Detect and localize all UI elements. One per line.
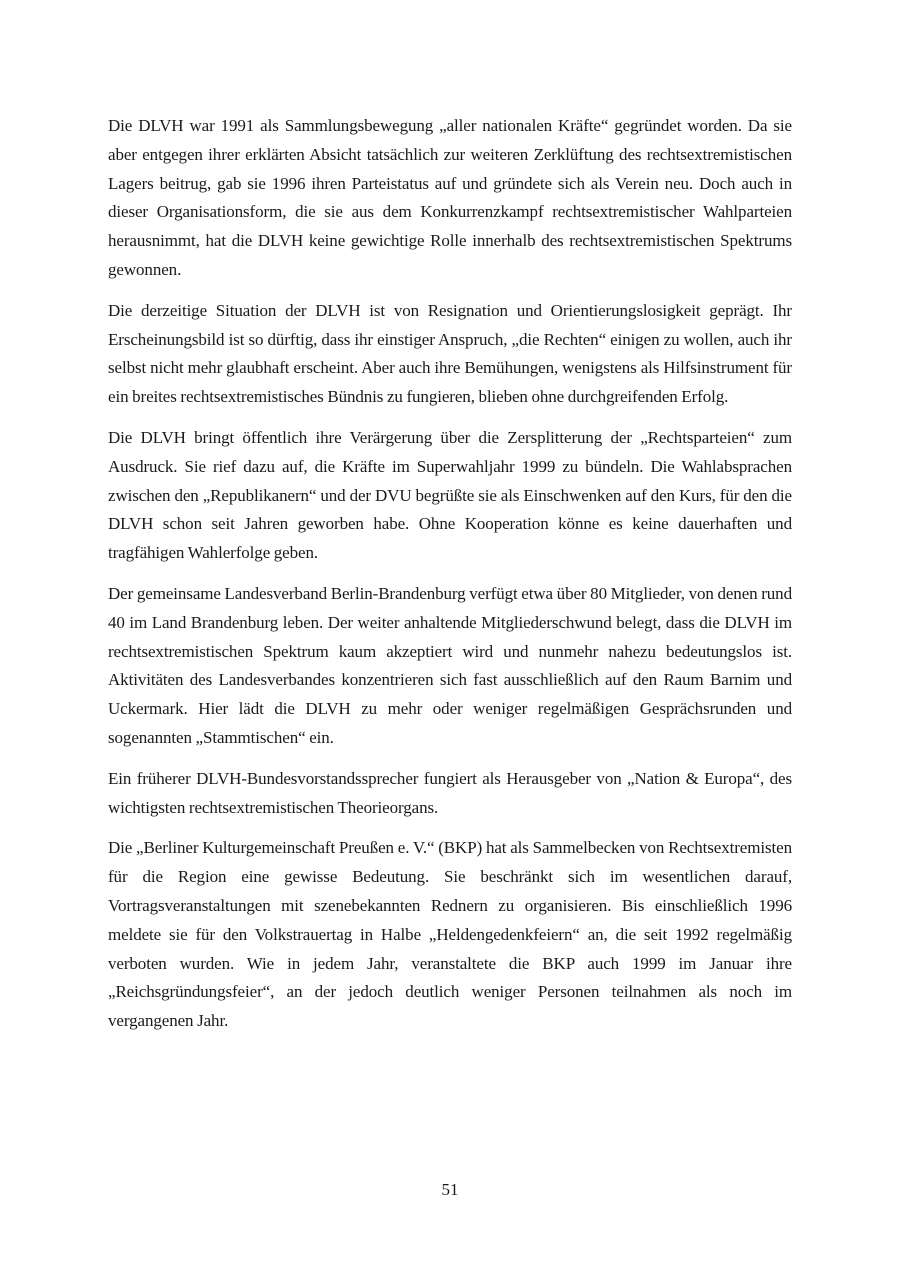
paragraph-current-situation: Die derzeitige Situation der DLVH ist von Resignation und Orientierungslosigkeit geprägt. Ihr Erscheinungsbild ist so dürftig, dass ihr einstiger Anspruch, „die Rechten“ einigen zu wollen, auch ihr selbst nicht mehr glaubhaft erscheint. Aber auch ihre Bemühungen, wenigstens als Hilfsinstrument für ein breites rechtsextremistisches Bündnis zu fungieren, blieben ohne durchgreifenden Erfolg.: [108, 300, 792, 407]
paragraph-fragmentation: Die DLVH bringt öffentlich ihre Verärgerung über die Zersplitterung der „Rechtsparteien“ zum Ausdruck. Sie rief dazu auf, die Kräfte im Superwahljahr 1999 zu bündeln. Die Wahlabsprachen zwischen den „Republikanern“ und der DVU begrüßte sie als Einschwenken auf den Kurs, für den die DLVH schon seit Jahren geworben habe. Ohne Kooperation könne es keine dauerhaften und tragfähigen Wahlerfolge geben.: [108, 427, 792, 563]
paragraph-nation-europa: Ein früherer DLVH-Bundesvorstandssprecher fungiert als Herausgeber von „Nation & Europa“, des wichtigsten rechtsextremistischen Theorieorgans.: [108, 768, 792, 817]
page-number: 51: [441, 1180, 459, 1199]
document-page: [108, 112, 792, 1048]
paragraph-landesverband: Der gemeinsame Landesverband Berlin-Brandenburg verfügt etwa über 80 Mitglieder, von denen rund 40 im Land Brandenburg leben. Der weiter anhaltende Mitgliederschwund belegt, dass die DLVH im rechtsextremistischen Spektrum kaum akzeptiert wird und nunmehr nahezu bedeutungslos ist. Aktivitäten des Landesverbandes konzentrieren sich fast ausschließlich auf den Raum Barnim und Uckermark. Hier lädt die DLVH zu mehr oder weniger regelmäßigen Gesprächsrunden und sogenannten „Stammtischen“ ein.: [108, 583, 792, 747]
paragraph-bkp: Die „Berliner Kulturgemeinschaft Preußen e. V.“ (BKP) hat als Sammelbecken von Rechtsextremisten für die Region eine gewisse Bedeutung. Sie beschränkt sich im wesentlichen darauf, Vortragsveranstaltungen mit szenebekannten Rednern zu organisieren. Bis einschließlich 1996 meldete sie für den Volkstrauertag in Halbe „Heldengedenkfeiern“ an, die seit 1992 regelmäßig verboten wurden. Wie in jedem Jahr, veranstaltete die BKP auch 1999 im Januar ihre „Reichsgründungsfeier“, an der jedoch deutlich weniger Personen teilnahmen als noch im vergangenen Jahr.: [108, 838, 792, 1031]
paragraph-dlvh-history: Die DLVH war 1991 als Sammlungsbewegung „aller nationalen Kräfte“ gegründet worden. Da sie aber entgegen ihrer erklärten Absicht tatsächlich zur weiteren Zerklüftung des rechtsextremistischen Lagers beitrug, gab sie 1996 ihren Parteistatus auf und gründete sich als Verein neu. Doch auch in dieser Organisationsform, die sie aus dem Konkurrenzkampf rechtsextremistischer Wahlparteien herausnimmt, hat die DLVH keine gewichtige Rolle innerhalb des rechtsextremistischen Spektrums gewonnen.: [108, 116, 792, 279]
